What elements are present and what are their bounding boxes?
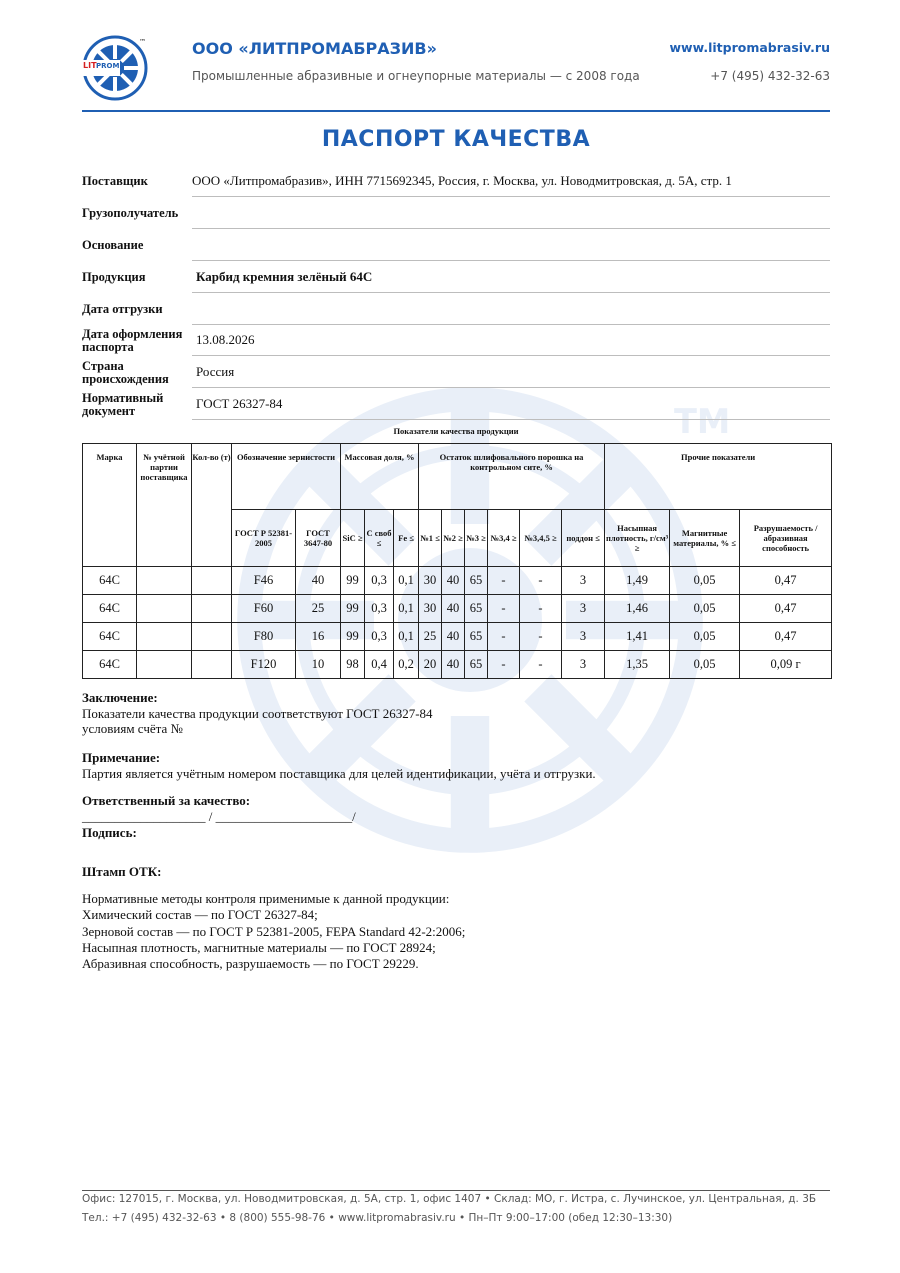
- cell-n34: -: [488, 595, 520, 623]
- note-text: Партия является учётным номером поставщика для целей идентификации, учёта и отгрузки.: [82, 765, 596, 781]
- conclusion-line-2: условиям счёта №: [82, 721, 183, 736]
- subheader-density: Насыпная плотность, г/см³ ≥: [605, 510, 670, 567]
- footer-contacts: Тел.: +7 (495) 432-32-63 • 8 (800) 555-98-76 • www.litpromabrasiv.ru • Пн–Пт 9:00–17:00 (обед 12:30–13:30): [82, 1212, 673, 1224]
- subheader-magnetic: Магнитные материалы, % ≤: [670, 510, 740, 567]
- cell-pallet: 3: [562, 623, 605, 651]
- company-website[interactable]: www.litpromabrasiv.ru: [669, 40, 830, 55]
- cell-c-free: 0,3: [365, 567, 394, 595]
- subheader-fe: Fe ≤: [394, 510, 419, 567]
- conclusion-heading: Заключение:: [82, 690, 158, 705]
- cell-n1: 30: [419, 567, 442, 595]
- conclusion-block: [82, 690, 830, 737]
- header-divider: [82, 110, 830, 112]
- cell-n345: -: [520, 623, 562, 651]
- subheader-n3: №3 ≥: [465, 510, 488, 567]
- cell-n2: 40: [442, 623, 465, 651]
- table-caption: Показатели качества продукции: [393, 426, 519, 436]
- cell-grit-gost1: F60: [232, 595, 296, 623]
- field-value: Карбид кремния зелёный 64С: [192, 262, 830, 293]
- methods-line: Насыпная плотность, магнитные материалы — по ГОСТ 28924;: [82, 939, 436, 955]
- field-label: Дата отгрузки: [82, 301, 163, 316]
- cell-mark: 64С: [83, 595, 137, 623]
- cell-qty: [192, 567, 232, 595]
- cell-magnetic: 0,05: [670, 651, 740, 679]
- cell-n2: 40: [442, 595, 465, 623]
- subheader-gost-52381: ГОСТ Р 52381-2005: [232, 510, 296, 567]
- field-label: Нормативный документ: [82, 390, 164, 418]
- field-label: Дата оформления паспорта: [82, 326, 183, 354]
- cell-friability: 0,09 г: [740, 651, 832, 679]
- company-logo: [82, 35, 148, 101]
- cell-n34: -: [488, 567, 520, 595]
- subheader-sic: SiC ≥: [341, 510, 365, 567]
- company-name: ООО «ЛИТПРОМАБРАЗИВ»: [192, 39, 437, 58]
- field-value: [192, 294, 830, 325]
- field-row-issue-date: [82, 325, 830, 357]
- logo-tm: ™: [139, 38, 146, 46]
- field-row-country: [82, 357, 830, 389]
- cell-density: 1,41: [605, 623, 670, 651]
- page-header: [82, 30, 830, 110]
- cell-c-free: 0,3: [365, 595, 394, 623]
- passport-fields: [82, 166, 830, 421]
- cell-n345: -: [520, 651, 562, 679]
- field-value: 13.08.2026: [192, 325, 830, 356]
- table-row: [83, 567, 832, 595]
- cell-n345: -: [520, 567, 562, 595]
- cell-grit-gost2: 10: [296, 651, 341, 679]
- cell-c-free: 0,3: [365, 623, 394, 651]
- header-qty: Кол-во (т): [192, 444, 232, 567]
- cell-n1: 20: [419, 651, 442, 679]
- subheader-pallet: поддон ≤: [562, 510, 605, 567]
- field-label: Основание: [82, 237, 144, 252]
- company-tagline: Промышленные абразивные и огнеупорные материалы — с 2008 года: [192, 69, 640, 83]
- cell-sic: 99: [341, 567, 365, 595]
- field-row-basis: [82, 230, 830, 262]
- field-label: Продукция: [82, 269, 146, 284]
- header-mass: Массовая доля, %: [341, 444, 419, 510]
- field-row-ship-date: [82, 294, 830, 326]
- cell-batch: [137, 567, 192, 595]
- cell-n3: 65: [465, 623, 488, 651]
- svg-text:TM: TM: [674, 401, 731, 441]
- header-residue: Остаток шлифовального порошка на контрольном сите, %: [419, 444, 605, 510]
- cell-n3: 65: [465, 651, 488, 679]
- cell-c-free: 0,4: [365, 651, 394, 679]
- note-block: [82, 750, 830, 781]
- otk-stamp-label: Штамп ОТК:: [82, 864, 162, 879]
- cell-grit-gost2: 16: [296, 623, 341, 651]
- cell-friability: 0,47: [740, 595, 832, 623]
- cell-n1: 25: [419, 623, 442, 651]
- cell-pallet: 3: [562, 595, 605, 623]
- subheader-friability: Разрушаемость / абразивная способность: [740, 510, 832, 567]
- field-label: Поставщик: [82, 174, 148, 188]
- subheader-gost-3647: ГОСТ 3647-80: [296, 510, 341, 567]
- cell-fe: 0,1: [394, 623, 419, 651]
- field-value: Россия: [192, 357, 830, 388]
- cell-fe: 0,1: [394, 595, 419, 623]
- logo-text-bottom: PROM: [96, 62, 120, 70]
- cell-grit-gost1: F46: [232, 567, 296, 595]
- cell-density: 1,49: [605, 567, 670, 595]
- cell-pallet: 3: [562, 567, 605, 595]
- methods-line: Нормативные методы контроля применимые к данной продукции:: [82, 891, 450, 906]
- conclusion-line-1: Показатели качества продукции соответствуют ГОСТ 26327-84: [82, 705, 433, 721]
- table-row: [83, 595, 832, 623]
- responsible-heading: Ответственный за качество:: [82, 793, 251, 808]
- cell-magnetic: 0,05: [670, 595, 740, 623]
- header-grit: Обозначение зернистости: [232, 444, 341, 510]
- cell-n34: -: [488, 651, 520, 679]
- cell-grit-gost2: 40: [296, 567, 341, 595]
- cell-fe: 0,2: [394, 651, 419, 679]
- header-batch: № учётной партии поставщика: [137, 444, 192, 567]
- cell-magnetic: 0,05: [670, 567, 740, 595]
- table-row: [83, 623, 832, 651]
- footer-divider: [82, 1190, 830, 1191]
- subheader-n2: №2 ≥: [442, 510, 465, 567]
- field-label: Грузополучатель: [82, 205, 179, 220]
- cell-qty: [192, 595, 232, 623]
- cell-grit-gost2: 25: [296, 595, 341, 623]
- cell-batch: [137, 623, 192, 651]
- field-row-supplier: [82, 166, 830, 198]
- cell-density: 1,35: [605, 651, 670, 679]
- cell-grit-gost1: F80: [232, 623, 296, 651]
- methods-line: Зерновой состав — по ГОСТ Р 52381-2005, FEPA Standard 42-2:2006;: [82, 923, 466, 939]
- field-row-standard: [82, 389, 830, 421]
- methods-block: [82, 891, 830, 972]
- logo-text-top: LIT: [83, 61, 97, 70]
- cell-sic: 99: [341, 623, 365, 651]
- quality-table: [82, 443, 832, 679]
- cell-n1: 30: [419, 595, 442, 623]
- cell-n345: -: [520, 595, 562, 623]
- signature-line: ___________________ / _____________________/: [82, 809, 356, 824]
- cell-n2: 40: [442, 651, 465, 679]
- subheader-n1: №1 ≤: [419, 510, 442, 567]
- cell-sic: 99: [341, 595, 365, 623]
- footer-address: Офис: 127015, г. Москва, ул. Новодмитровская, д. 5А, стр. 1, офис 1407 • Склад: МО, г. Истра, с. Лучинское, ул. Центральная, д. 3Б: [82, 1193, 817, 1205]
- cell-mark: 64С: [83, 651, 137, 679]
- subheader-n34: №3,4 ≥: [488, 510, 520, 567]
- cell-density: 1,46: [605, 595, 670, 623]
- cell-magnetic: 0,05: [670, 623, 740, 651]
- methods-line: Абразивная способность, разрушаемость — по ГОСТ 29229.: [82, 956, 419, 972]
- signature-label: Подпись:: [82, 825, 137, 840]
- field-value: ГОСТ 26327-84: [192, 389, 830, 420]
- field-row-product: [82, 262, 830, 294]
- field-label: Страна происхождения: [82, 358, 169, 386]
- cell-batch: [137, 595, 192, 623]
- field-value: [192, 230, 830, 261]
- note-heading: Примечание:: [82, 750, 161, 765]
- cell-batch: [137, 651, 192, 679]
- cell-pallet: 3: [562, 651, 605, 679]
- subheader-n345: №3,4,5 ≥: [520, 510, 562, 567]
- cell-friability: 0,47: [740, 567, 832, 595]
- field-value: ООО «Литпромабразив», ИНН 7715692345, Россия, г. Москва, ул. Новодмитровская, д. 5А, стр. 1: [192, 166, 830, 197]
- methods-line: Химический состав — по ГОСТ 26327-84;: [82, 907, 318, 923]
- cell-n2: 40: [442, 567, 465, 595]
- header-other: Прочие показатели: [605, 444, 832, 510]
- header-mark: Марка: [83, 444, 137, 567]
- cell-sic: 98: [341, 651, 365, 679]
- responsible-block: [82, 793, 830, 841]
- cell-friability: 0,47: [740, 623, 832, 651]
- cell-mark: 64С: [83, 623, 137, 651]
- cell-qty: [192, 623, 232, 651]
- cell-n34: -: [488, 623, 520, 651]
- field-row-consignee: [82, 198, 830, 230]
- cell-fe: 0,1: [394, 567, 419, 595]
- cell-qty: [192, 651, 232, 679]
- subheader-c-free: C своб ≤: [365, 510, 394, 567]
- cell-n3: 65: [465, 595, 488, 623]
- company-phone: +7 (495) 432-32-63: [710, 69, 830, 83]
- field-value: [192, 198, 830, 229]
- cell-n3: 65: [465, 567, 488, 595]
- cell-grit-gost1: F120: [232, 651, 296, 679]
- document-title: ПАСПОРТ КАЧЕСТВА: [321, 127, 591, 152]
- cell-mark: 64С: [83, 567, 137, 595]
- table-row: [83, 651, 832, 679]
